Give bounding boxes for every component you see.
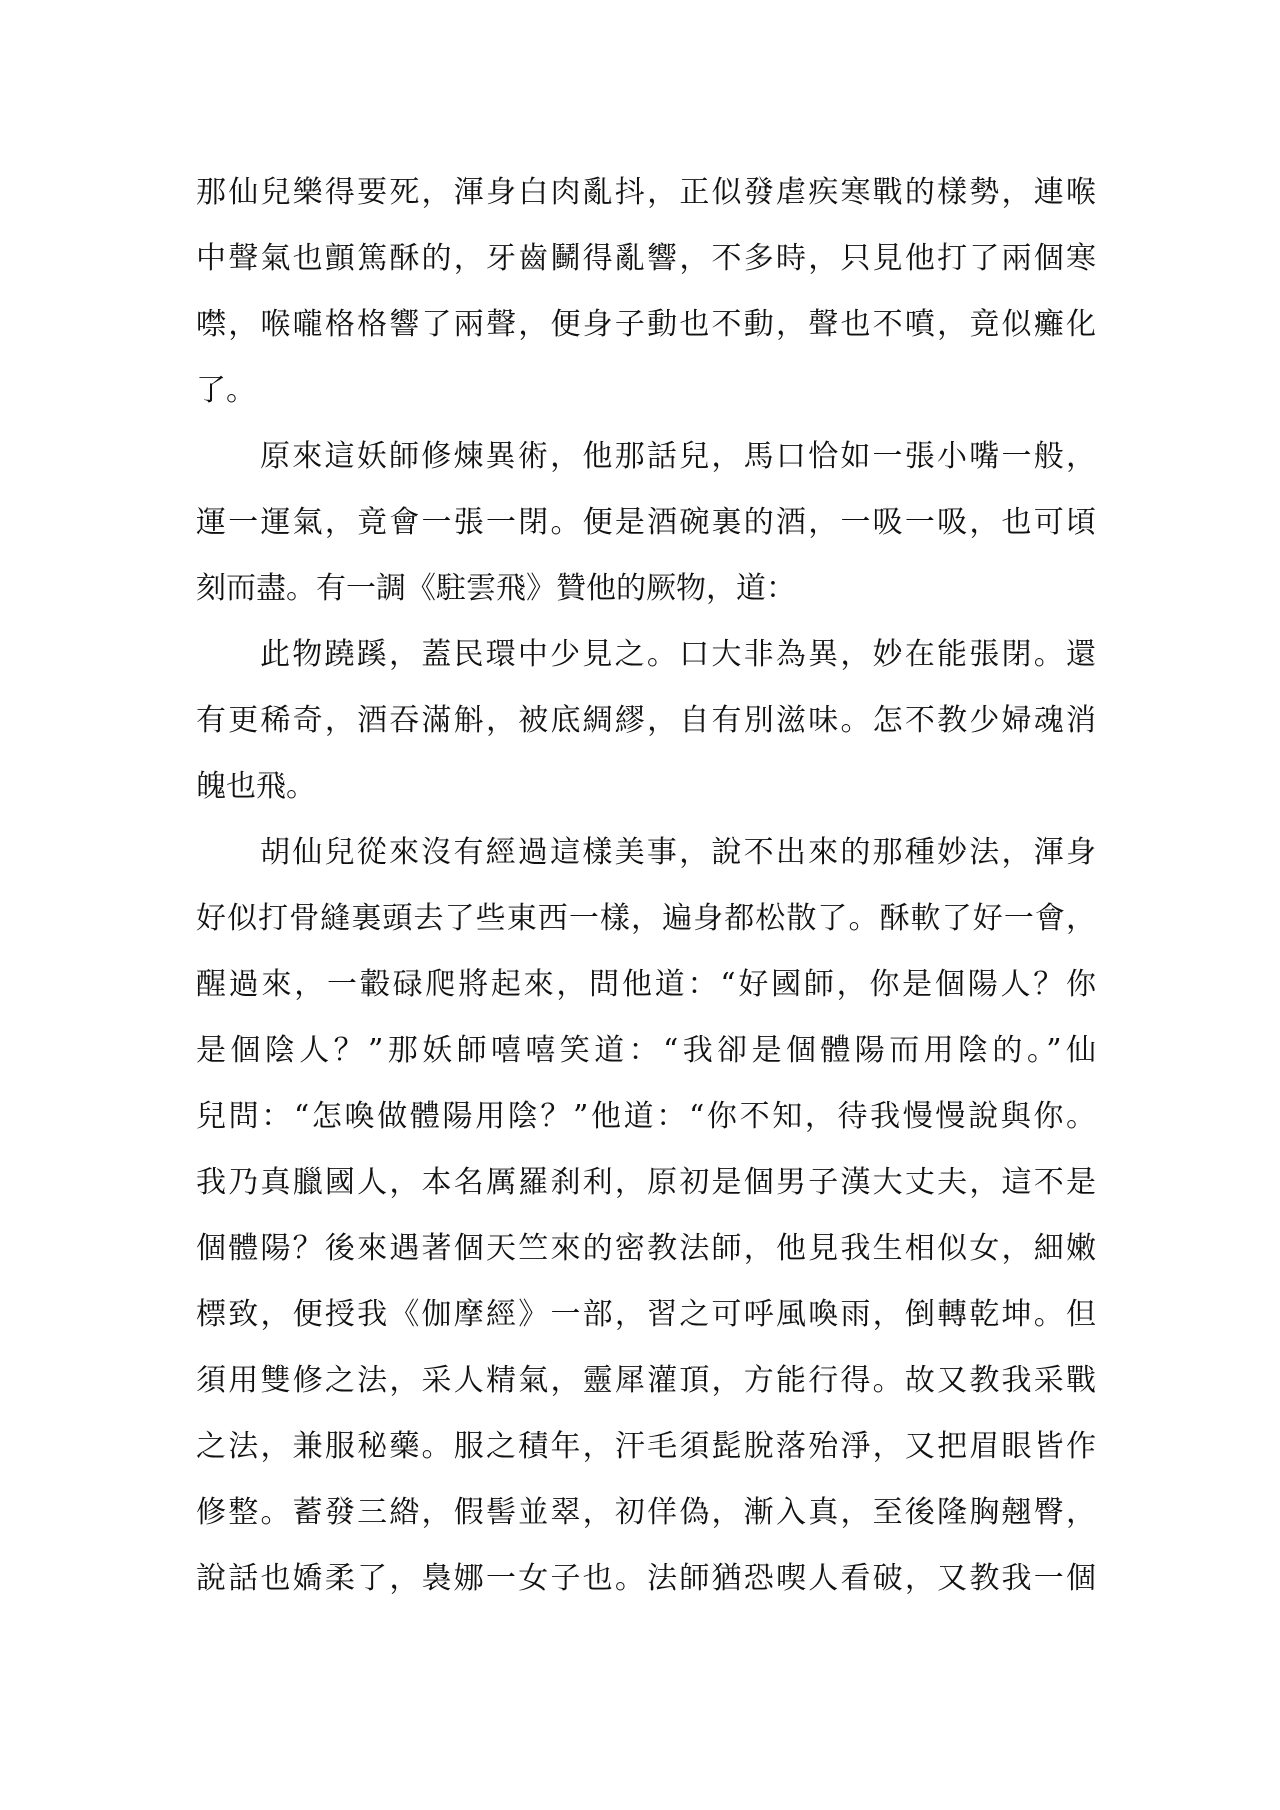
text-line: 刻而盡。有一調《駐雲飛》贊他的厥物，道： xyxy=(196,571,796,606)
paragraph-4 xyxy=(196,820,1096,1612)
paragraph-1 xyxy=(196,160,1096,424)
text-line: 修整。蓄發三綹，假髻並翠，初佯偽，漸入真，至後隆胸翹臀， xyxy=(196,1495,1096,1530)
paragraph-3-verse xyxy=(196,622,1096,820)
text-line: 是個陰人？”那妖師嘻嘻笑道：“我卻是個體陽而用陰的。”仙 xyxy=(196,1033,1096,1068)
paragraph-2 xyxy=(196,424,1096,622)
text-line: 胡仙兒從來沒有經過這樣美事，說不出來的那種妙法，渾身 xyxy=(260,835,1096,870)
text-line: 原來這妖師修煉異術，他那話兒，馬口恰如一張小嘴一般， xyxy=(260,439,1096,474)
text-line: 兒問：“怎喚做體陽用陰？”他道：“你不知，待我慢慢說與你。 xyxy=(196,1099,1096,1134)
text-line: 此物蹺蹊，蓋民環中少見之。口大非為異，妙在能張閉。還 xyxy=(260,637,1096,672)
text-line: 有更稀奇，酒吞滿斛，被底綢繆，自有別滋味。怎不教少婦魂消 xyxy=(196,703,1096,738)
text-line: 運一運氣，竟會一張一閉。便是酒碗裏的酒，一吸一吸，也可頃 xyxy=(196,505,1096,540)
text-line: 標致，便授我《伽摩經》一部，習之可呼風喚雨，倒轉乾坤。但 xyxy=(196,1297,1096,1332)
text-line: 我乃真臘國人，本名厲羅刹利，原初是個男子漢大丈夫，這不是 xyxy=(196,1165,1096,1200)
text-line: 之法，兼服秘藥。服之積年，汗毛須髭脫落殆淨，又把眉眼皆作 xyxy=(196,1429,1096,1464)
text-line: 中聲氣也顫篤酥的，牙齒鬭得亂響，不多時，只見他打了兩個寒 xyxy=(196,241,1096,276)
text-line: 那仙兒樂得要死，渾身白肉亂抖，正似發虐疾寒戰的樣勢，連喉 xyxy=(196,175,1096,210)
text-line: 醒過來，一轂碌爬將起來，問他道：“好國師，你是個陽人？你 xyxy=(196,967,1096,1002)
text-line: 說話也嬌柔了，裊娜一女子也。法師猶恐喫人看破，又教我一個 xyxy=(196,1561,1096,1596)
text-line: 好似打骨縫裏頭去了些東西一樣，遍身都松散了。酥軟了好一會， xyxy=(196,901,1096,936)
text-line: 須用雙修之法，采人精氣，靈犀灌頂，方能行得。故又教我采戰 xyxy=(196,1363,1096,1398)
text-line: 噤，喉嚨格格響了兩聲，便身子動也不動，聲也不噴，竟似癱化 xyxy=(196,307,1096,342)
text-line: 了。 xyxy=(196,373,256,408)
text-line: 魄也飛。 xyxy=(196,769,316,804)
text-line: 個體陽？後來遇著個天竺來的密教法師，他見我生相似女，細嫩 xyxy=(196,1231,1096,1266)
body-text xyxy=(196,160,1096,1612)
